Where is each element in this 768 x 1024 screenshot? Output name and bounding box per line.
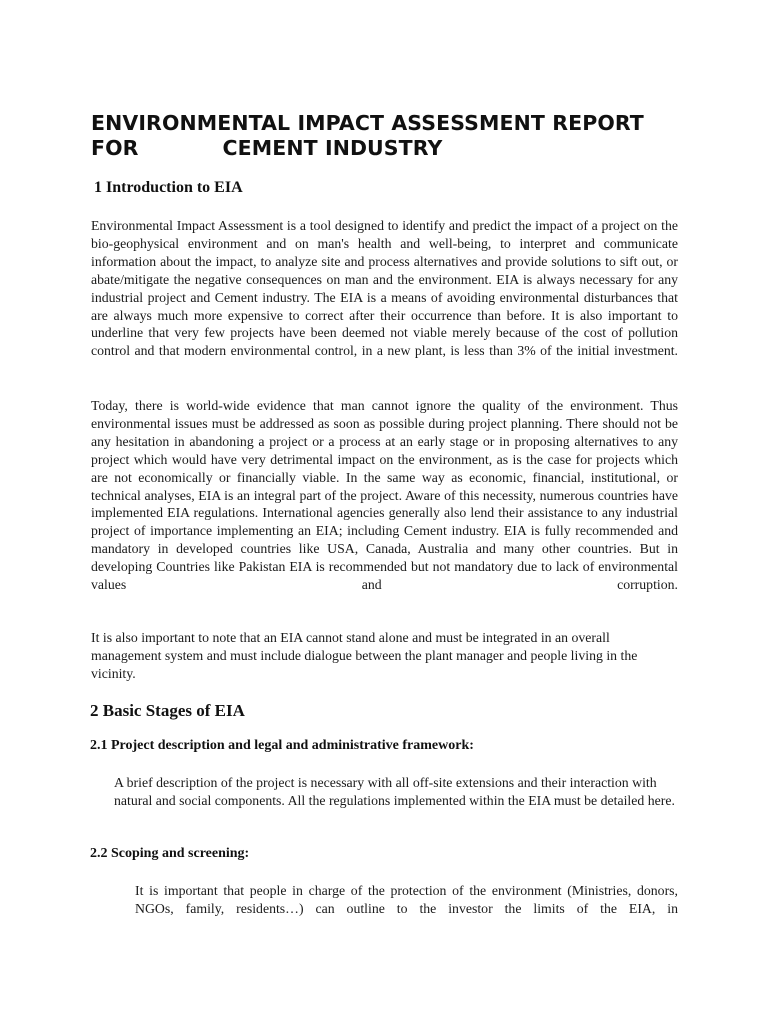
- report-title-line1: ENVIRONMENTAL IMPACT ASSESSMENT REPORT: [91, 111, 644, 135]
- section-2-1-paragraph: A brief description of the project is necessary with all off-site extensions and their interaction with natural and social components. All the regulations implemented within the EIA must be detailed here.: [114, 775, 675, 808]
- section-2-1-heading: 2.1 Project description and legal and administrative framework:: [90, 738, 474, 753]
- report-title: [91, 111, 691, 161]
- report-title-industry: CEMENT INDUSTRY: [222, 136, 443, 160]
- intro-paragraph-1: Environmental Impact Assessment is a tool designed to identify and predict the impact of a project on the bio-geophysical environment and on man's health and well-being, to interpret and communicate information about the impact, to analyze site and process alternatives and provide solutions to sift out, or abate/mitigate the negative consequences on man and the environment. EIA is always necessary for any industrial project and Cement industry. The EIA is a means of avoiding environmental disturbances that are always much more expensive to correct after their occurrence than before. It is also important to underline that very few projects have been deemed not viable merely because of the cost of pollution control and that modern environmental control, in a new plant, is less than 3% of the initial investment.: [91, 218, 678, 359]
- report-title-for: FOR: [91, 136, 139, 160]
- intro-paragraph-3: It is also important to note that an EIA cannot stand alone and must be integrated in an overall management system and must include dialogue between the plant manager and people living in the vicinity.: [91, 630, 638, 681]
- section-2-heading: 2 Basic Stages of EIA: [90, 701, 245, 720]
- section-1-heading: 1 Introduction to EIA: [94, 179, 243, 196]
- section-2-2-heading: 2.2 Scoping and screening:: [90, 846, 250, 861]
- intro-paragraph-2: Today, there is world-wide evidence that man cannot ignore the quality of the environment. Thus environmental issues must be addressed as soon as possible during project planning. There should not be any hesitation in abandoning a project or a process at an early stage or in proposing alternatives to any project which would have very detrimental impact on the environment, as is the case for projects which are not economically or financially viable. In the same way as economic, financial, institutional, or technical analyses, EIA is an integral part of the project. Aware of this necessity, numerous countries have implemented EIA regulations. International agencies generally also lend their assistance to any industrial project of importance implementing an EIA; including Cement industry. EIA is fully recommended and mandatory in developed countries like USA, Canada, Australia and many other countries. But in developing Countries like Pakistan EIA is recommended but not mandatory due to lack of environmental values and corruption.: [91, 398, 678, 593]
- report-title-line2: [91, 136, 691, 161]
- section-2-2-paragraph: It is important that people in charge of the protection of the environment (Ministries, donors, NGOs, family, residents…) can outline to the investor the limits of the EIA, in: [135, 883, 678, 916]
